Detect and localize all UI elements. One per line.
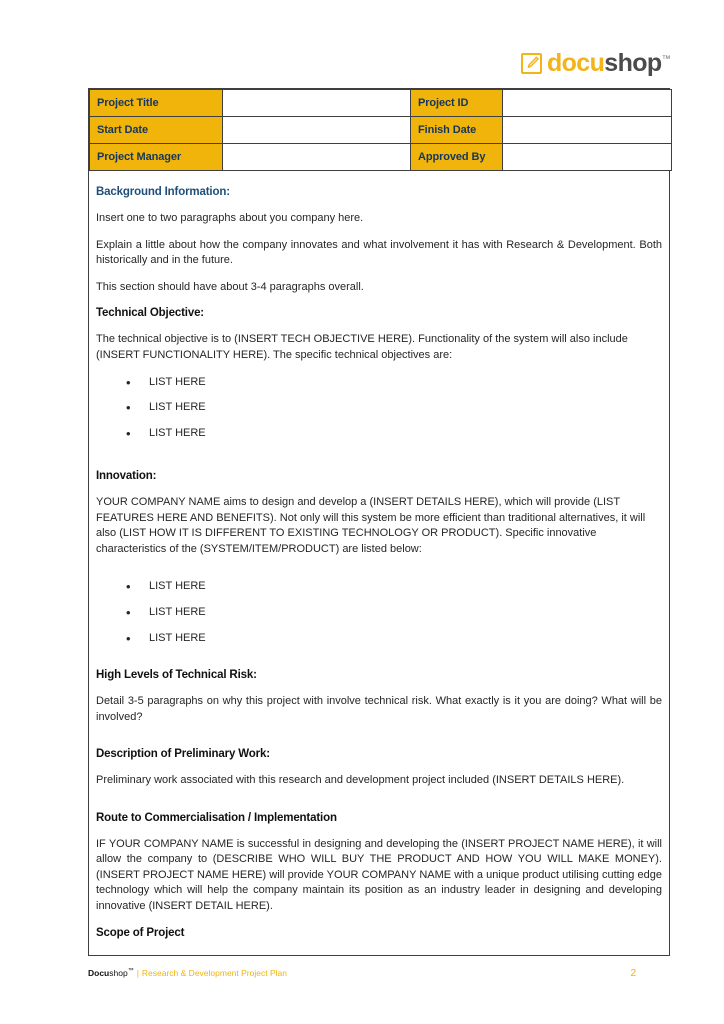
- docushop-logo: [521, 48, 670, 77]
- spacer: [96, 657, 662, 668]
- paragraph-background-2: Explain a little about how the company innovates and what involvement it has with Research & Development. Both historically and in the future.: [96, 238, 662, 267]
- pencil-square-icon: [521, 53, 542, 74]
- label-approved-by: Approved By: [411, 144, 503, 171]
- footer-separator: |: [136, 968, 139, 978]
- spacer: [96, 568, 662, 579]
- list-item: • LIST HERE: [96, 426, 662, 441]
- value-project-title[interactable]: [223, 90, 411, 117]
- heading-scope-of-project: Scope of Project: [96, 926, 185, 939]
- paragraph-preliminary-work: Preliminary work associated with this research and development project included (INSERT DETAILS HERE).: [96, 774, 625, 787]
- label-start-date: Start Date: [90, 117, 223, 144]
- paragraph-background-3: This section should have about 3-4 paragraphs overall.: [96, 280, 364, 293]
- logo-text-shop: shop: [604, 48, 662, 77]
- spacer: [96, 736, 662, 747]
- footer-brand-docu: Docu: [88, 968, 110, 978]
- value-start-date[interactable]: [223, 117, 411, 144]
- spacer: [96, 452, 662, 469]
- footer-brand-line: [88, 968, 287, 978]
- paragraph-commercialisation: IF YOUR COMPANY NAME is successful in designing and developing the (INSERT PROJECT NAME HERE), it will allow the company to (DESCRIBE WHO WILL BUY THE PRODUCT AND HOW YOU WILL MAKE MONEY). (INSERT PROJECT NAME HERE) will provide YOUR COMPANY NAME with a unique product utilising cutting edge technology which will help the company maintain its position as an industry leader in designing and developing innovative (INSERT DETAIL HERE).: [96, 837, 662, 913]
- logo-text-docu: docu: [546, 48, 605, 77]
- list-item: • LIST HERE: [96, 605, 662, 620]
- heading-commercialisation: Route to Commercialisation / Implementation: [96, 811, 337, 824]
- footer-trademark: ™: [127, 968, 134, 975]
- value-project-id[interactable]: [503, 90, 672, 117]
- list-item: • LIST HERE: [96, 375, 662, 390]
- heading-technical-objective: Technical Objective:: [96, 307, 204, 320]
- footer-brand-shop: shop: [109, 968, 128, 978]
- list-innovation: [96, 579, 662, 646]
- heading-technical-risk: High Levels of Technical Risk:: [96, 668, 257, 681]
- value-approved-by[interactable]: [503, 144, 672, 171]
- paragraph-technical-objective: The technical objective is to (INSERT TECH OBJECTIVE HERE). Functionality of the system will also include (INSERT FUNCTIONALITY HERE). The specific technical objectives are:: [96, 333, 628, 361]
- document-content-frame: [88, 88, 670, 956]
- label-project-id: Project ID: [411, 90, 503, 117]
- paragraph-innovation: YOUR COMPANY NAME aims to design and develop a (INSERT DETAILS HERE), which will provide (LIST FEATURES HERE AND BENEFITS). Not only will this system be more efficient than traditional alternatives, it will also (LIST HOW IT IS DIFFERENT TO EXISTING TECHNOLOGY OR PRODUCT). Specific innovative characteristics of the (SYSTEM/ITEM/PRODUCT) are listed below:: [96, 496, 646, 555]
- label-project-title: Project Title: [90, 90, 223, 117]
- value-project-manager[interactable]: [223, 144, 411, 171]
- list-item: • LIST HERE: [96, 400, 662, 415]
- heading-innovation: Innovation:: [96, 470, 157, 483]
- heading-preliminary-work: Description of Preliminary Work:: [96, 748, 270, 761]
- document-body: [89, 171, 669, 955]
- table-row: [90, 90, 672, 117]
- list-item: • LIST HERE: [96, 631, 662, 646]
- value-finish-date[interactable]: [503, 117, 672, 144]
- project-info-table: [89, 89, 672, 171]
- table-row: [90, 117, 672, 144]
- footer-page-number: 2: [630, 968, 636, 979]
- paragraph-technical-risk: Detail 3-5 paragraphs on why this project with involve technical risk. What exactly is it you are doing? What will be involved?: [96, 694, 662, 723]
- logo-trademark: ™: [661, 53, 670, 64]
- heading-background-information: Background Information:: [96, 186, 230, 198]
- label-finish-date: Finish Date: [411, 117, 503, 144]
- list-item: • LIST HERE: [96, 579, 662, 594]
- table-row: [90, 144, 672, 171]
- list-technical-objective: [96, 375, 662, 442]
- page-footer: [88, 968, 636, 979]
- page-header: [521, 40, 670, 86]
- logo-wordmark: [546, 48, 670, 77]
- spacer: [96, 800, 662, 811]
- label-project-manager: Project Manager: [90, 144, 223, 171]
- footer-document-title: Research & Development Project Plan: [141, 968, 287, 978]
- paragraph-background-1: Insert one to two paragraphs about you company here.: [96, 211, 364, 224]
